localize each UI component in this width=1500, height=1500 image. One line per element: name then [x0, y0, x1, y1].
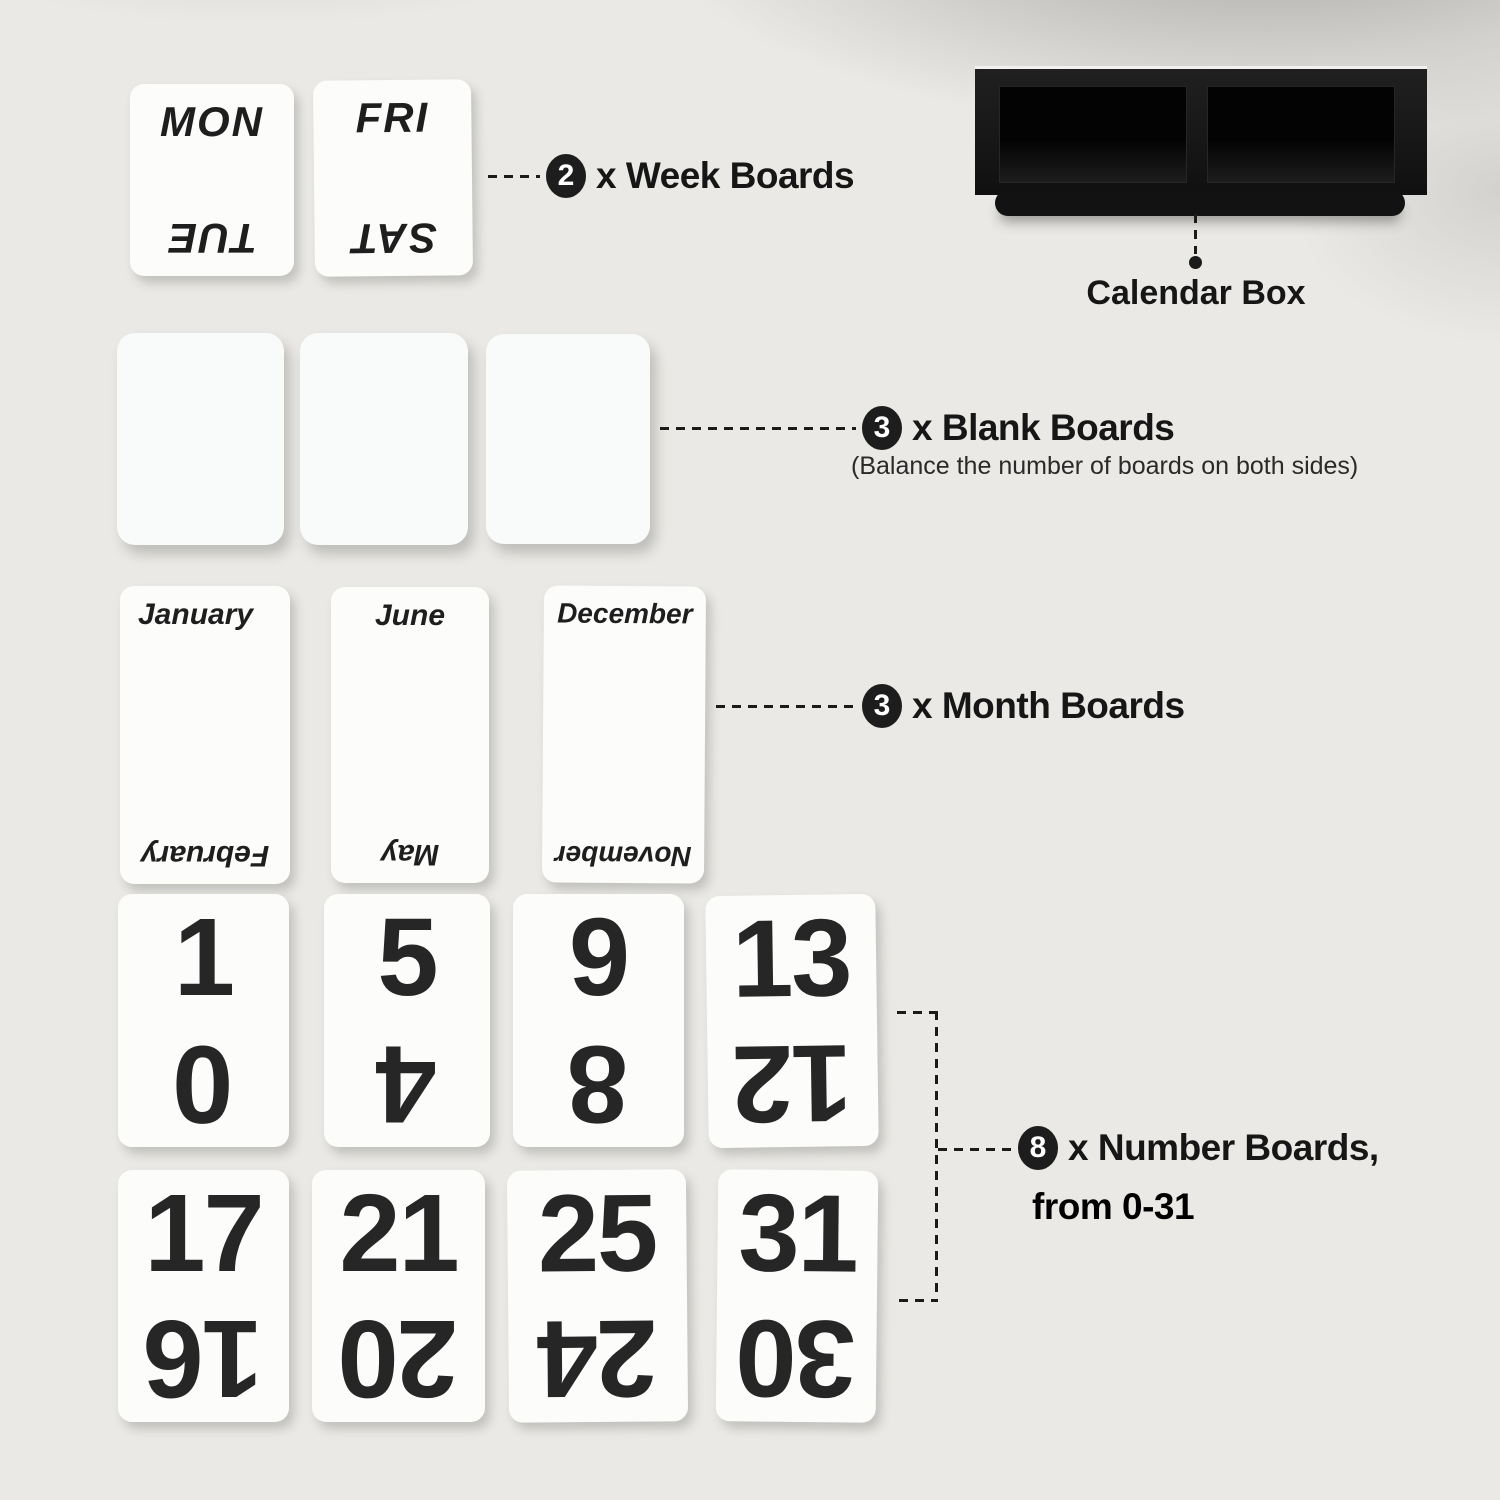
number-label-4: 4 — [377, 1022, 437, 1146]
month-board-bottom-half — [331, 735, 489, 883]
blank-callout-note: (Balance the number of boards on both sides) — [851, 452, 1359, 480]
calendar-box-left-slot — [999, 86, 1187, 183]
month-board-june-may — [331, 587, 489, 883]
calendar-box-label: Calendar Box — [1086, 274, 1306, 312]
number-label-21: 21 — [339, 1171, 458, 1295]
month-label-december: December — [557, 597, 693, 630]
month-callout-dash-line — [716, 705, 856, 708]
blank-board-3 — [486, 334, 650, 544]
month-board-january-february — [120, 586, 290, 884]
number-board-bottom-half — [118, 1296, 289, 1422]
week-board-top-half — [313, 79, 472, 179]
week-label-mon: MON — [160, 98, 264, 145]
number-callout — [1018, 1126, 1379, 1170]
number-label-30: 30 — [736, 1296, 857, 1422]
week-callout-dash-line — [488, 175, 540, 178]
number-label-9: 9 — [568, 895, 629, 1019]
month-count-badge: 3 — [862, 684, 902, 728]
week-callout-label: x Week Boards — [596, 155, 855, 196]
week-board-fri-sat — [313, 79, 473, 277]
month-callout-label: x Month Boards — [912, 685, 1185, 726]
number-label-17: 17 — [144, 1171, 263, 1295]
number-callout-label-line2: from 0-31 — [1032, 1186, 1195, 1227]
month-label-november: November — [554, 839, 692, 872]
number-board-top-half — [312, 1170, 485, 1296]
number-board-bottom-half — [513, 1021, 684, 1148]
week-count-badge: 2 — [546, 154, 586, 198]
week-board-mon-tue — [130, 84, 294, 276]
blank-count-badge: 3 — [862, 406, 902, 450]
blank-callout-label: x Blank Boards — [912, 407, 1175, 448]
number-board-21-20 — [312, 1170, 485, 1422]
number-board-bottom-half — [312, 1296, 485, 1422]
number-label-0: 0 — [173, 1022, 234, 1146]
blank-board-2 — [300, 333, 468, 545]
number-label-1: 1 — [173, 895, 234, 1019]
month-board-bottom-half — [542, 734, 705, 884]
number-label-13: 13 — [731, 895, 852, 1021]
number-board-1-0 — [118, 894, 289, 1147]
number-board-top-half — [324, 894, 490, 1021]
calendar-box-base — [995, 190, 1405, 216]
number-board-31-30 — [716, 1169, 879, 1423]
calendar-box-body — [975, 66, 1427, 195]
number-board-bottom-half — [508, 1295, 688, 1423]
month-callout — [862, 684, 1185, 728]
number-board-13-12 — [705, 894, 879, 1148]
number-board-bottom-half — [118, 1021, 289, 1148]
number-board-9-8 — [513, 894, 684, 1147]
week-label-fri: FRI — [355, 93, 430, 142]
number-label-24: 24 — [538, 1296, 658, 1422]
number-label-20: 20 — [339, 1297, 458, 1421]
number-board-top-half — [705, 894, 877, 1022]
number-board-bottom-half — [716, 1295, 877, 1423]
number-board-top-half — [717, 1169, 878, 1297]
number-board-25-24 — [507, 1169, 688, 1423]
calendar-box-callout-dash-line — [1194, 214, 1197, 254]
number-board-top-half — [118, 894, 289, 1021]
number-board-17-16 — [118, 1170, 289, 1422]
number-callout-dash-line — [938, 1148, 1014, 1151]
month-label-january: January — [138, 598, 254, 631]
number-bracket-top-line — [897, 1011, 938, 1014]
number-board-5-4 — [324, 894, 490, 1147]
week-callout — [546, 154, 854, 198]
number-label-16: 16 — [144, 1297, 263, 1421]
week-label-sat: SAT — [349, 214, 438, 263]
month-board-december-november — [542, 585, 706, 883]
number-board-top-half — [513, 894, 684, 1021]
number-label-12: 12 — [732, 1021, 853, 1147]
number-board-bottom-half — [707, 1020, 879, 1148]
blank-callout — [862, 406, 1174, 450]
month-board-bottom-half — [120, 735, 290, 884]
number-label-31: 31 — [737, 1170, 858, 1296]
blank-callout-dash-line — [660, 427, 856, 430]
month-board-top-half — [120, 586, 290, 735]
number-board-top-half — [507, 1169, 687, 1297]
number-bracket-vertical-line — [935, 1011, 938, 1302]
number-count-badge: 8 — [1018, 1126, 1058, 1170]
number-board-top-half — [118, 1170, 289, 1296]
number-board-bottom-half — [324, 1021, 490, 1148]
number-label-8: 8 — [568, 1022, 629, 1146]
number-callout-label-line1: x Number Boards, — [1068, 1127, 1379, 1168]
month-label-may: May — [380, 838, 440, 871]
month-label-june: June — [374, 599, 446, 632]
calendar-box-callout-dot — [1189, 256, 1202, 269]
week-board-bottom-half — [314, 177, 473, 277]
week-board-bottom-half — [130, 180, 294, 276]
month-board-top-half — [331, 587, 489, 735]
week-board-top-half — [130, 84, 294, 180]
week-label-tue: TUE — [167, 215, 257, 262]
month-board-top-half — [543, 585, 706, 735]
month-label-february: February — [140, 839, 270, 872]
number-label-5: 5 — [377, 895, 437, 1019]
number-label-25: 25 — [537, 1170, 657, 1296]
blank-board-1 — [117, 333, 284, 545]
number-bracket-bottom-line — [899, 1299, 938, 1302]
calendar-box-right-slot — [1207, 86, 1395, 183]
